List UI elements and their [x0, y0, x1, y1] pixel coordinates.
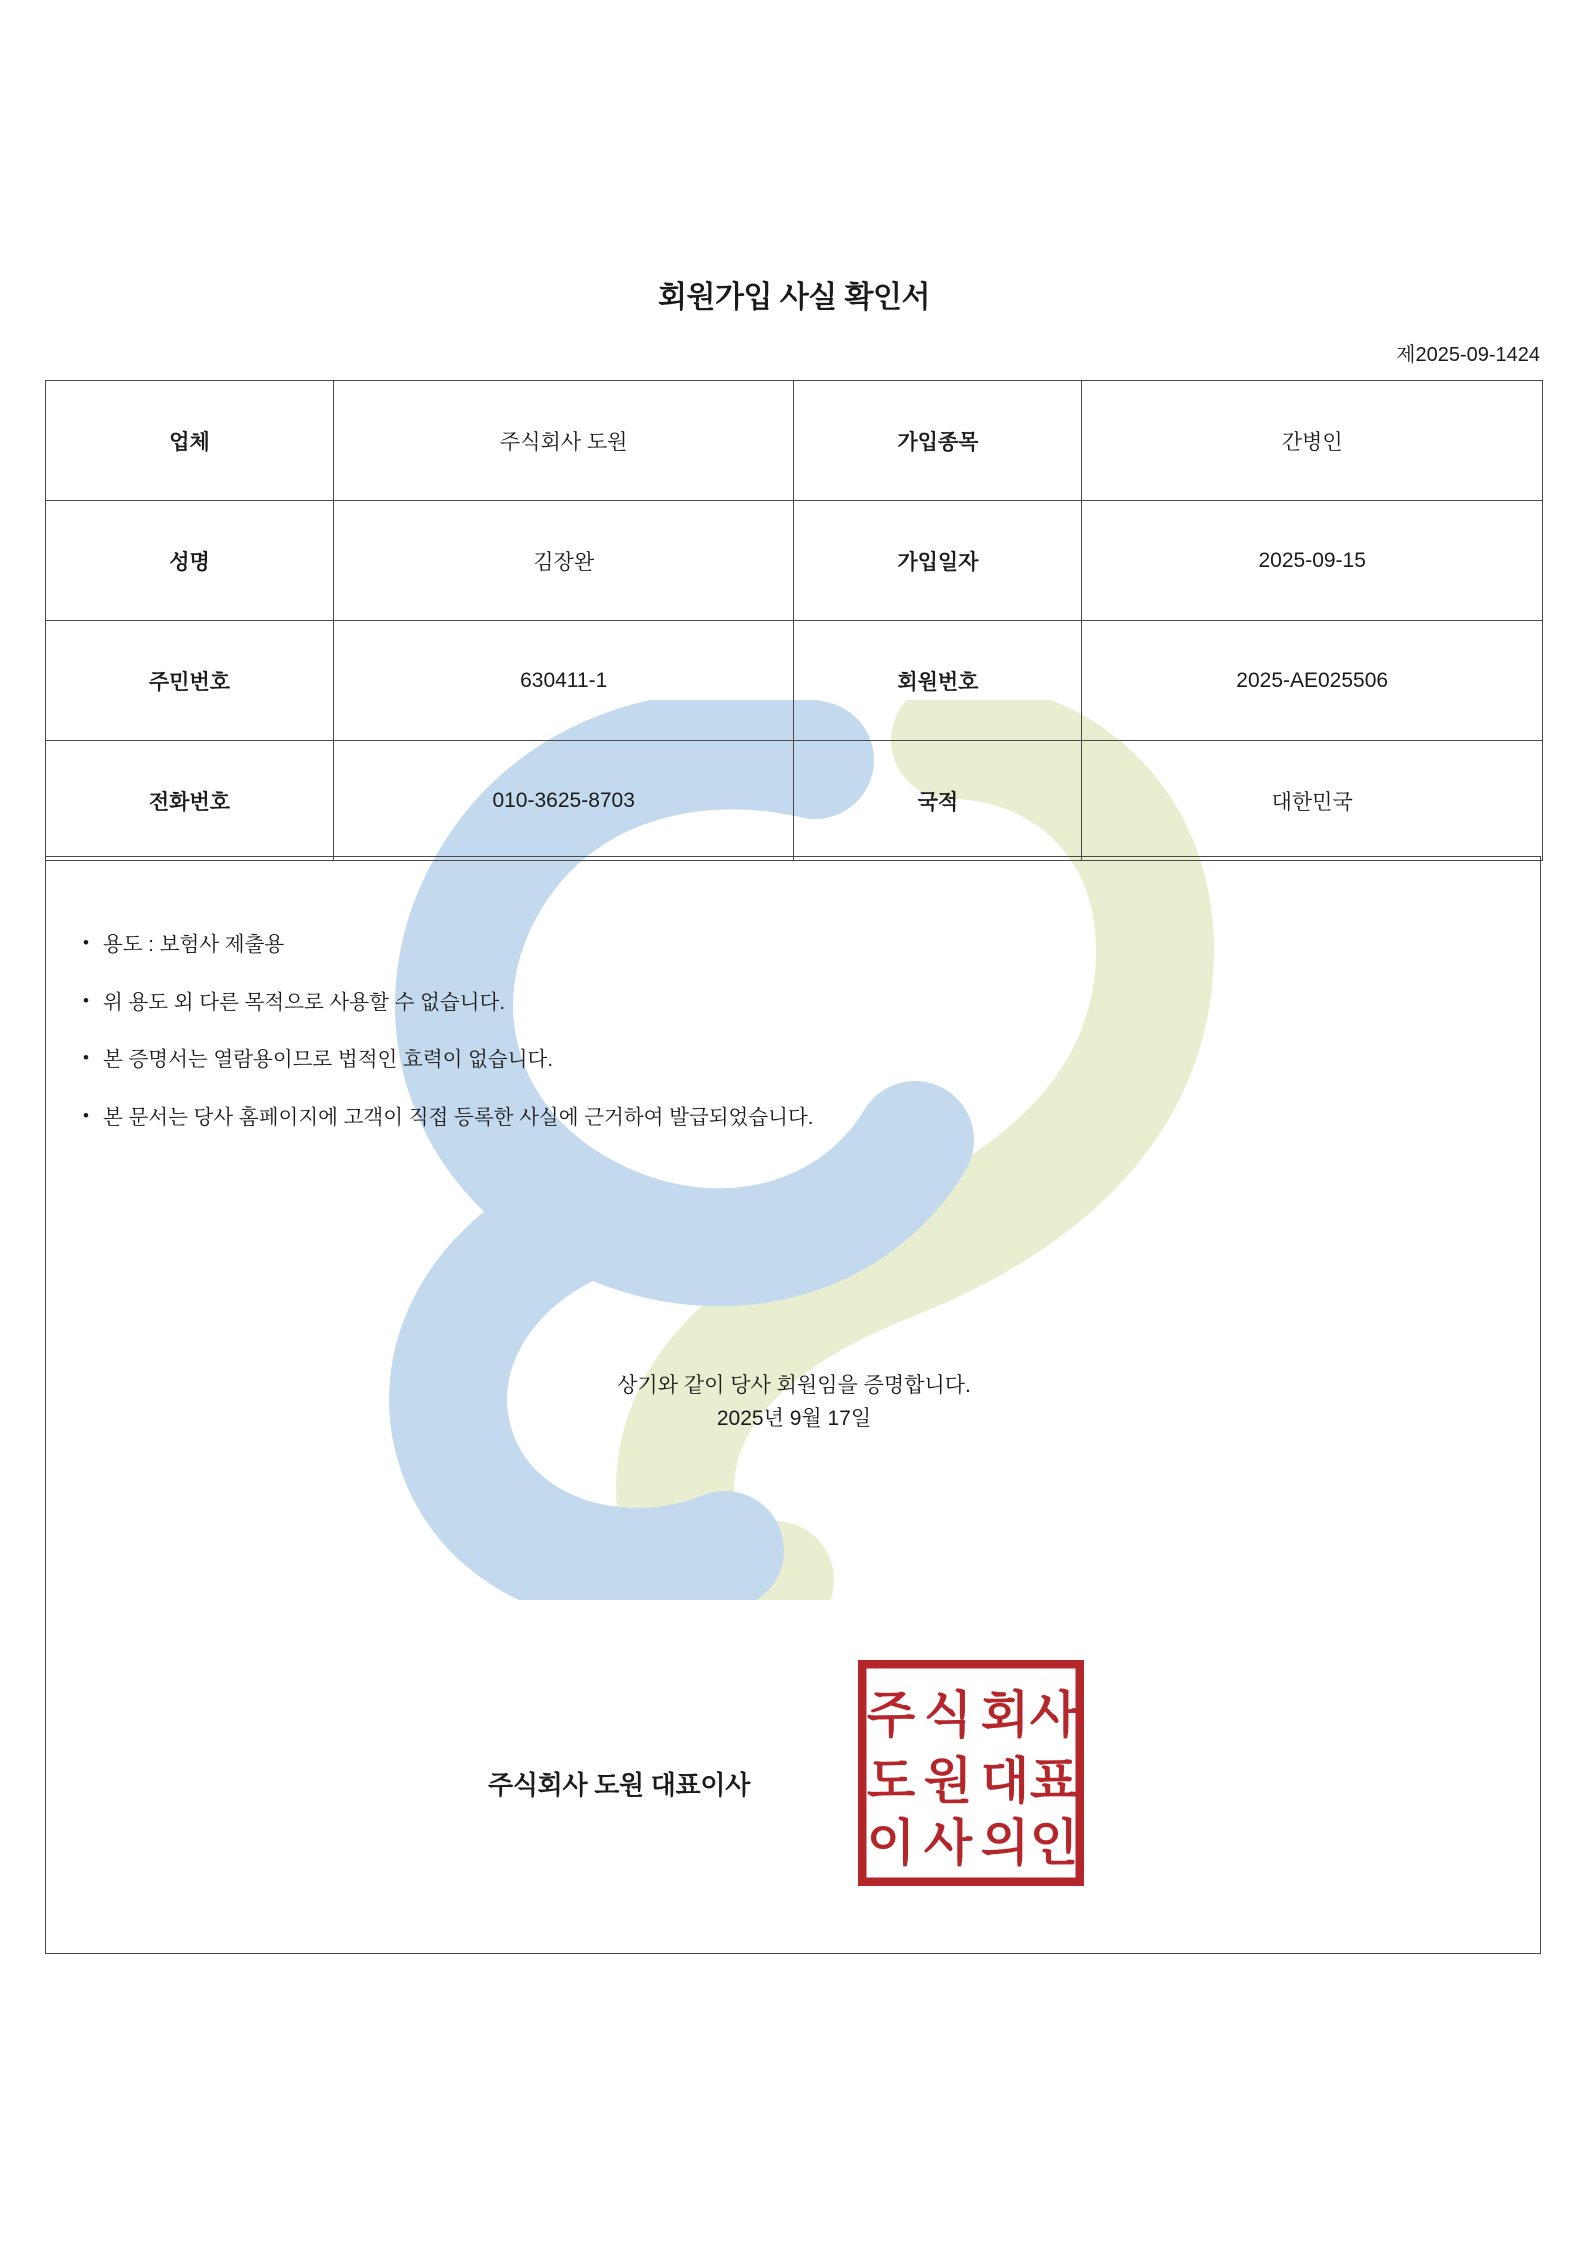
field-value: 630411-1 [333, 621, 793, 741]
field-value: 김장완 [333, 501, 793, 621]
field-value: 주식회사 도원 [333, 381, 793, 501]
member-info-table [45, 380, 1543, 861]
svg-text:표: 표 [1029, 1753, 1079, 1809]
field-label: 전화번호 [46, 741, 334, 861]
svg-text:원: 원 [923, 1753, 973, 1809]
svg-text:인: 인 [1029, 1815, 1079, 1871]
list-item: • 본 증명서는 열람용이므로 법적인 효력이 없습니다. [81, 1050, 1381, 1071]
field-label: 국적 [794, 741, 1082, 861]
company-seal-icon [858, 1660, 1084, 1886]
field-value: 2025-09-15 [1082, 501, 1543, 621]
field-value: 간병인 [1082, 381, 1543, 501]
field-value: 2025-AE025506 [1082, 621, 1543, 741]
field-value: 010-3625-8703 [333, 741, 793, 861]
list-item: • 용도 : 보험사 제출용 [81, 935, 1381, 956]
svg-text:식: 식 [923, 1687, 973, 1743]
certification-date: 2025년 9월 17일 [716, 1406, 872, 1430]
signature-line: 주식회사 도원 대표이사 [488, 1770, 751, 1800]
list-item: • 본 문서는 당사 홈페이지에 고객이 직접 등록한 사실에 근거하여 발급되었습니다. [81, 1108, 1381, 1129]
table-row [46, 381, 1543, 501]
certification-statement [0, 1370, 1588, 1435]
table-row [46, 501, 1543, 621]
svg-text:사: 사 [1029, 1687, 1079, 1743]
svg-text:회: 회 [980, 1687, 1030, 1743]
table-row [46, 621, 1543, 741]
field-label: 성명 [46, 501, 334, 621]
certification-line-1: 상기와 같이 당사 회원임을 증명합니다. [617, 1374, 971, 1397]
svg-text:사: 사 [923, 1815, 973, 1871]
page-title: 회원가입 사실 확인서 [658, 281, 930, 314]
field-label: 업체 [46, 381, 334, 501]
notes-list [81, 935, 1381, 1165]
field-label: 가입일자 [794, 501, 1082, 621]
svg-text:대: 대 [980, 1753, 1030, 1809]
document-number: 제2025-09-1424 [1396, 344, 1540, 366]
svg-text:이: 이 [866, 1815, 916, 1871]
field-value: 대한민국 [1082, 741, 1543, 861]
table-row [46, 741, 1543, 861]
svg-text:도: 도 [866, 1753, 916, 1809]
list-item: • 위 용도 외 다른 목적으로 사용할 수 없습니다. [81, 993, 1381, 1014]
svg-text:주: 주 [866, 1687, 916, 1743]
field-label: 가입종목 [794, 381, 1082, 501]
svg-text:의: 의 [980, 1815, 1030, 1871]
field-label: 주민번호 [46, 621, 334, 741]
field-label: 회원번호 [794, 621, 1082, 741]
